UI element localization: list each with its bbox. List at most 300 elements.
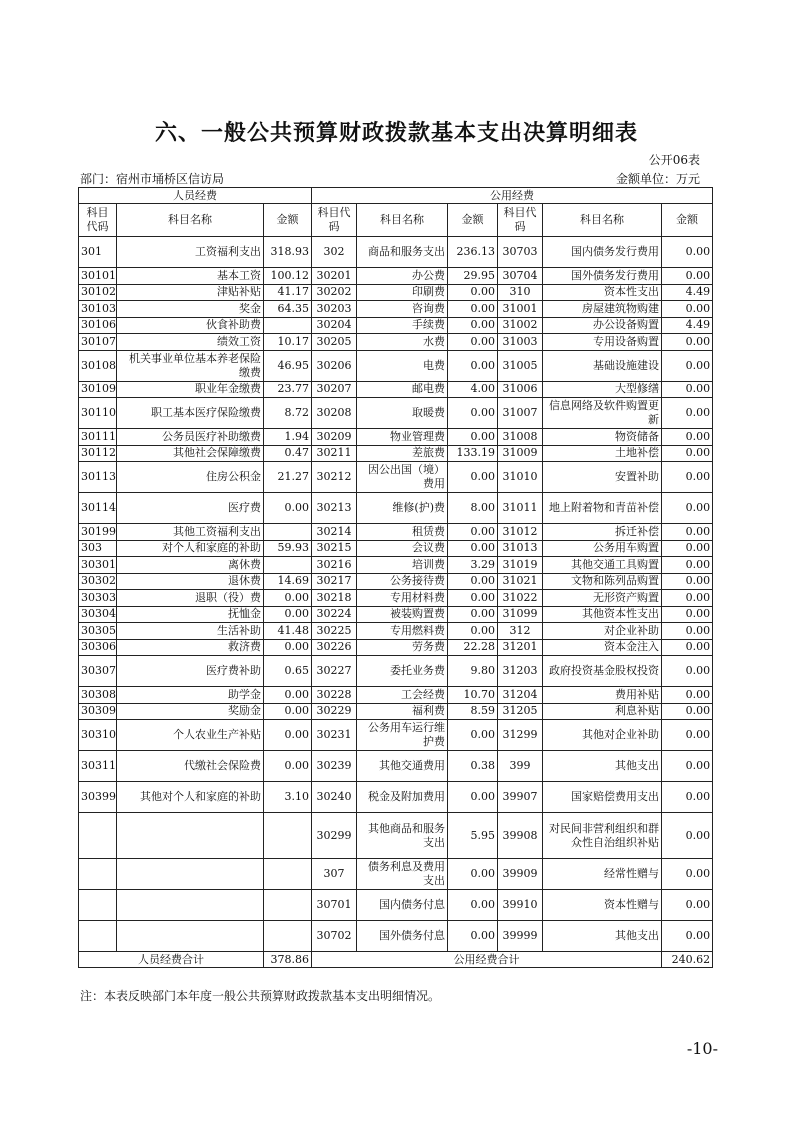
public-b-name-cell: 房屋建筑物购建	[543, 301, 662, 318]
public-b-code-cell: 31013	[498, 540, 543, 557]
public-a-code-cell: 30207	[312, 381, 357, 398]
public-a-amount-cell: 0.00	[448, 606, 498, 623]
public-a-name-cell: 印刷费	[357, 284, 448, 301]
personnel-total-label: 人员经费合计	[79, 952, 264, 968]
public-b-name-cell: 利息补贴	[543, 703, 662, 720]
personnel-name-cell: 机关事业单位基本养老保险缴费	[117, 350, 264, 381]
public-a-code-cell: 30240	[312, 782, 357, 813]
public-b-amount-cell: 0.00	[662, 381, 713, 398]
public-b-amount-cell: 0.00	[662, 524, 713, 541]
public-a-name-cell: 培训费	[357, 557, 448, 574]
public-a-name-cell: 会议费	[357, 540, 448, 557]
column-header: 金额	[662, 204, 713, 237]
public-a-amount-cell: 8.59	[448, 703, 498, 720]
public-a-code-cell: 30228	[312, 687, 357, 704]
page-title: 六、一般公共预算财政拨款基本支出决算明细表	[154, 120, 638, 146]
table-row	[79, 921, 713, 952]
personnel-amount-cell: 0.00	[264, 687, 312, 704]
public-a-name-cell: 福利费	[357, 703, 448, 720]
public-a-amount-cell: 8.00	[448, 493, 498, 524]
public-a-amount-cell: 0.00	[448, 782, 498, 813]
public-b-amount-cell: 0.00	[662, 720, 713, 751]
public-b-name-cell: 办公设备购置	[543, 317, 662, 334]
public-a-name-cell: 差旅费	[357, 445, 448, 462]
page-number: -10-	[686, 1039, 718, 1058]
personnel-name-cell: 津贴补贴	[117, 284, 264, 301]
public-b-name-cell: 资本性赠与	[543, 890, 662, 921]
public-b-amount-cell: 0.00	[662, 429, 713, 446]
personnel-code-cell: 30103	[79, 301, 117, 318]
personnel-amount-cell: 41.17	[264, 284, 312, 301]
public-a-name-cell: 办公费	[357, 268, 448, 285]
public-a-amount-cell: 0.00	[448, 317, 498, 334]
personnel-name-cell: 助学金	[117, 687, 264, 704]
public-a-code-cell: 30205	[312, 334, 357, 351]
public-a-code-cell: 30203	[312, 301, 357, 318]
public-total-label: 公用经费合计	[312, 952, 662, 968]
public-b-amount-cell: 4.49	[662, 317, 713, 334]
personnel-code-cell	[79, 859, 117, 890]
personnel-code-cell: 30305	[79, 623, 117, 640]
public-a-name-cell: 物业管理费	[357, 429, 448, 446]
public-b-name-cell: 国家赔偿费用支出	[543, 782, 662, 813]
public-b-amount-cell: 0.00	[662, 462, 713, 493]
public-b-name-cell: 对企业补助	[543, 623, 662, 640]
department-label: 部门：宿州市埇桥区信访局	[80, 172, 225, 186]
public-b-code-cell: 31203	[498, 656, 543, 687]
public-b-amount-cell: 0.00	[662, 890, 713, 921]
public-a-name-cell: 商品和服务支出	[357, 237, 448, 268]
public-a-amount-cell: 0.00	[448, 398, 498, 429]
table-row	[79, 268, 713, 285]
table-row	[79, 237, 713, 268]
public-b-amount-cell: 0.00	[662, 398, 713, 429]
public-a-code-cell: 30201	[312, 268, 357, 285]
table-row	[79, 540, 713, 557]
column-header: 科目代码	[79, 204, 117, 237]
personnel-amount-cell: 0.00	[264, 703, 312, 720]
public-b-name-cell: 安置补助	[543, 462, 662, 493]
public-b-amount-cell: 0.00	[662, 813, 713, 859]
public-a-amount-cell: 0.00	[448, 720, 498, 751]
unit-label: 金额单位：万元	[615, 172, 700, 186]
personnel-amount-cell: 14.69	[264, 573, 312, 590]
public-a-amount-cell: 0.38	[448, 751, 498, 782]
personnel-name-cell: 其他对个人和家庭的补助	[117, 782, 264, 813]
public-a-name-cell: 专用燃料费	[357, 623, 448, 640]
personnel-name-cell: 救济费	[117, 639, 264, 656]
personnel-name-cell: 离休费	[117, 557, 264, 574]
public-a-amount-cell: 3.29	[448, 557, 498, 574]
public-b-name-cell: 资本性支出	[543, 284, 662, 301]
public-b-amount-cell: 0.00	[662, 237, 713, 268]
personnel-name-cell: 医疗费补助	[117, 656, 264, 687]
public-a-amount-cell: 236.13	[448, 237, 498, 268]
public-a-code-cell: 30213	[312, 493, 357, 524]
public-b-name-cell: 政府投资基金股权投资	[543, 656, 662, 687]
column-header: 金额	[264, 204, 312, 237]
public-a-code-cell: 30212	[312, 462, 357, 493]
personnel-name-cell: 抚恤金	[117, 606, 264, 623]
public-b-name-cell: 对民间非营利组织和群众性自治组织补贴	[543, 813, 662, 859]
public-b-name-cell: 其他对企业补助	[543, 720, 662, 751]
personnel-code-cell: 30301	[79, 557, 117, 574]
personnel-code-cell: 30113	[79, 462, 117, 493]
personnel-name-cell: 绩效工资	[117, 334, 264, 351]
public-a-code-cell: 30239	[312, 751, 357, 782]
personnel-amount-cell: 0.00	[264, 751, 312, 782]
public-b-amount-cell: 0.00	[662, 573, 713, 590]
public-a-amount-cell: 29.95	[448, 268, 498, 285]
public-b-code-cell: 310	[498, 284, 543, 301]
column-header: 科目名称	[543, 204, 662, 237]
table-row	[79, 687, 713, 704]
table-row	[79, 493, 713, 524]
personnel-code-cell: 30107	[79, 334, 117, 351]
personnel-code-cell: 30111	[79, 429, 117, 446]
personnel-name-cell: 其他工资福利支出	[117, 524, 264, 541]
column-header: 科目名称	[357, 204, 448, 237]
table-row	[79, 301, 713, 318]
public-b-code-cell: 39910	[498, 890, 543, 921]
public-b-code-cell: 31201	[498, 639, 543, 656]
public-b-amount-cell: 0.00	[662, 751, 713, 782]
public-a-amount-cell: 0.00	[448, 590, 498, 607]
public-b-code-cell: 30703	[498, 237, 543, 268]
public-a-name-cell: 税金及附加费用	[357, 782, 448, 813]
public-b-amount-cell: 0.00	[662, 782, 713, 813]
public-a-code-cell: 30226	[312, 639, 357, 656]
personnel-amount-cell	[264, 557, 312, 574]
public-b-code-cell: 31099	[498, 606, 543, 623]
public-a-name-cell: 国内债务付息	[357, 890, 448, 921]
public-a-code-cell: 302	[312, 237, 357, 268]
public-b-code-cell: 31009	[498, 445, 543, 462]
public-a-code-cell: 30204	[312, 317, 357, 334]
personnel-total-amount: 378.86	[264, 952, 312, 968]
personnel-amount-cell	[264, 890, 312, 921]
public-b-code-cell: 31008	[498, 429, 543, 446]
public-b-amount-cell: 0.00	[662, 557, 713, 574]
public-a-amount-cell: 0.00	[448, 350, 498, 381]
public-b-code-cell: 31012	[498, 524, 543, 541]
personnel-amount-cell	[264, 859, 312, 890]
public-a-name-cell: 专用材料费	[357, 590, 448, 607]
public-a-code-cell: 30211	[312, 445, 357, 462]
table-row	[79, 859, 713, 890]
personnel-name-cell: 住房公积金	[117, 462, 264, 493]
public-b-code-cell: 31010	[498, 462, 543, 493]
public-a-name-cell: 租赁费	[357, 524, 448, 541]
public-a-code-cell: 30702	[312, 921, 357, 952]
personnel-name-cell: 对个人和家庭的补助	[117, 540, 264, 557]
public-a-amount-cell: 0.00	[448, 334, 498, 351]
personnel-name-cell: 伙食补助费	[117, 317, 264, 334]
public-a-amount-cell: 0.00	[448, 921, 498, 952]
public-b-code-cell: 31205	[498, 703, 543, 720]
personnel-amount-cell: 0.00	[264, 590, 312, 607]
public-b-name-cell: 其他交通工具购置	[543, 557, 662, 574]
personnel-code-cell: 30114	[79, 493, 117, 524]
personnel-name-cell: 生活补助	[117, 623, 264, 640]
public-a-name-cell: 邮电费	[357, 381, 448, 398]
public-b-amount-cell: 0.00	[662, 623, 713, 640]
table-row	[79, 813, 713, 859]
public-b-amount-cell: 0.00	[662, 639, 713, 656]
public-a-amount-cell: 22.28	[448, 639, 498, 656]
table-row	[79, 703, 713, 720]
personnel-name-cell: 公务员医疗补助缴费	[117, 429, 264, 446]
personnel-amount-cell: 0.47	[264, 445, 312, 462]
table-row	[79, 623, 713, 640]
public-a-code-cell: 30216	[312, 557, 357, 574]
public-a-amount-cell: 0.00	[448, 524, 498, 541]
public-b-amount-cell: 0.00	[662, 590, 713, 607]
public-a-code-cell: 30208	[312, 398, 357, 429]
public-b-amount-cell: 0.00	[662, 656, 713, 687]
table-row	[79, 284, 713, 301]
column-header: 科目代码	[498, 204, 543, 237]
public-a-amount-cell: 10.70	[448, 687, 498, 704]
personnel-code-cell: 30304	[79, 606, 117, 623]
public-b-amount-cell: 0.00	[662, 301, 713, 318]
public-a-code-cell: 30209	[312, 429, 357, 446]
personnel-code-cell: 30306	[79, 639, 117, 656]
public-b-code-cell: 31003	[498, 334, 543, 351]
personnel-amount-cell: 59.93	[264, 540, 312, 557]
personnel-amount-cell: 0.00	[264, 720, 312, 751]
personnel-code-cell: 30109	[79, 381, 117, 398]
personnel-code-cell: 30309	[79, 703, 117, 720]
personnel-name-cell: 医疗费	[117, 493, 264, 524]
public-a-code-cell: 30701	[312, 890, 357, 921]
personnel-name-cell: 其他社会保障缴费	[117, 445, 264, 462]
public-b-code-cell: 31022	[498, 590, 543, 607]
table-row	[79, 751, 713, 782]
table-row	[79, 334, 713, 351]
public-b-code-cell: 31007	[498, 398, 543, 429]
public-b-name-cell: 经常性赠与	[543, 859, 662, 890]
personnel-code-cell: 30199	[79, 524, 117, 541]
personnel-amount-cell: 100.12	[264, 268, 312, 285]
public-a-name-cell: 水费	[357, 334, 448, 351]
table-row	[79, 524, 713, 541]
personnel-code-cell: 301	[79, 237, 117, 268]
personnel-code-cell: 30108	[79, 350, 117, 381]
public-b-name-cell: 信息网络及软件购置更新	[543, 398, 662, 429]
personnel-amount-cell: 0.00	[264, 493, 312, 524]
personnel-amount-cell: 0.00	[264, 639, 312, 656]
personnel-code-cell: 30106	[79, 317, 117, 334]
public-a-code-cell: 30214	[312, 524, 357, 541]
public-b-amount-cell: 0.00	[662, 687, 713, 704]
personnel-name-cell: 奖励金	[117, 703, 264, 720]
public-a-amount-cell: 4.00	[448, 381, 498, 398]
public-a-code-cell: 30202	[312, 284, 357, 301]
public-b-code-cell: 39908	[498, 813, 543, 859]
public-b-name-cell: 费用补贴	[543, 687, 662, 704]
personnel-name-cell	[117, 813, 264, 859]
public-a-amount-cell: 5.95	[448, 813, 498, 859]
public-b-name-cell: 公务用车购置	[543, 540, 662, 557]
public-a-amount-cell: 0.00	[448, 284, 498, 301]
public-a-amount-cell: 0.00	[448, 540, 498, 557]
personnel-code-cell	[79, 921, 117, 952]
table-note: 注：本表反映部门本年度一般公共预算财政拨款基本支出明细情况。	[80, 989, 441, 1003]
public-b-name-cell: 地上附着物和青苗补偿	[543, 493, 662, 524]
public-b-name-cell: 拆迁补偿	[543, 524, 662, 541]
public-b-amount-cell: 4.49	[662, 284, 713, 301]
personnel-name-cell: 奖金	[117, 301, 264, 318]
personnel-name-cell: 基本工资	[117, 268, 264, 285]
table-row	[79, 720, 713, 751]
personnel-name-cell: 职工基本医疗保险缴费	[117, 398, 264, 429]
public-b-amount-cell: 0.00	[662, 703, 713, 720]
public-b-amount-cell: 0.00	[662, 921, 713, 952]
personnel-code-cell	[79, 890, 117, 921]
table-row	[79, 590, 713, 607]
public-b-name-cell: 资本金注入	[543, 639, 662, 656]
public-b-code-cell: 31005	[498, 350, 543, 381]
table-row	[79, 462, 713, 493]
personnel-name-cell	[117, 859, 264, 890]
public-a-amount-cell: 0.00	[448, 301, 498, 318]
public-b-name-cell: 国内债务发行费用	[543, 237, 662, 268]
personnel-code-cell: 30302	[79, 573, 117, 590]
personnel-name-cell	[117, 921, 264, 952]
public-b-code-cell: 31204	[498, 687, 543, 704]
public-a-code-cell: 30231	[312, 720, 357, 751]
public-a-name-cell: 国外债务付息	[357, 921, 448, 952]
public-a-amount-cell: 133.19	[448, 445, 498, 462]
table-row	[79, 639, 713, 656]
personnel-amount-cell: 1.94	[264, 429, 312, 446]
public-b-code-cell: 39999	[498, 921, 543, 952]
personnel-amount-cell	[264, 317, 312, 334]
public-b-amount-cell: 0.00	[662, 606, 713, 623]
public-b-code-cell: 31021	[498, 573, 543, 590]
public-a-code-cell: 30224	[312, 606, 357, 623]
public-b-code-cell: 30704	[498, 268, 543, 285]
personnel-amount-cell: 23.77	[264, 381, 312, 398]
personnel-name-cell: 退休费	[117, 573, 264, 590]
personnel-amount-cell	[264, 524, 312, 541]
table-row	[79, 573, 713, 590]
public-a-amount-cell: 0.00	[448, 890, 498, 921]
personnel-code-cell: 30399	[79, 782, 117, 813]
personnel-code-cell: 30311	[79, 751, 117, 782]
personnel-code-cell: 30110	[79, 398, 117, 429]
public-a-name-cell: 咨询费	[357, 301, 448, 318]
public-b-code-cell: 31001	[498, 301, 543, 318]
public-b-name-cell: 大型修缮	[543, 381, 662, 398]
public-b-name-cell: 国外债务发行费用	[543, 268, 662, 285]
personnel-amount-cell: 41.48	[264, 623, 312, 640]
public-a-amount-cell: 0.00	[448, 429, 498, 446]
personnel-name-cell: 工资福利支出	[117, 237, 264, 268]
public-b-code-cell: 31019	[498, 557, 543, 574]
personnel-name-cell: 职业年金缴费	[117, 381, 264, 398]
personnel-code-cell: 30101	[79, 268, 117, 285]
column-header: 科目名称	[117, 204, 264, 237]
column-header: 金额	[448, 204, 498, 237]
public-a-name-cell: 其他商品和服务支出	[357, 813, 448, 859]
public-a-name-cell: 电费	[357, 350, 448, 381]
public-total-amount: 240.62	[662, 952, 713, 968]
public-b-code-cell: 39909	[498, 859, 543, 890]
public-b-name-cell: 其他支出	[543, 751, 662, 782]
public-a-amount-cell: 0.00	[448, 573, 498, 590]
public-b-amount-cell: 0.00	[662, 493, 713, 524]
public-a-name-cell: 其他交通费用	[357, 751, 448, 782]
expenditure-table	[78, 187, 713, 968]
personnel-amount-cell: 0.65	[264, 656, 312, 687]
public-b-code-cell: 312	[498, 623, 543, 640]
public-b-name-cell: 其他支出	[543, 921, 662, 952]
personnel-amount-cell: 0.00	[264, 606, 312, 623]
public-a-name-cell: 劳务费	[357, 639, 448, 656]
public-b-amount-cell: 0.00	[662, 268, 713, 285]
table-row	[79, 350, 713, 381]
personnel-code-cell: 30310	[79, 720, 117, 751]
public-a-name-cell: 公务接待费	[357, 573, 448, 590]
personnel-amount-cell: 64.35	[264, 301, 312, 318]
personnel-name-cell: 代缴社会保险费	[117, 751, 264, 782]
personnel-amount-cell: 3.10	[264, 782, 312, 813]
personnel-amount-cell: 21.27	[264, 462, 312, 493]
personnel-amount-cell	[264, 921, 312, 952]
table-row	[79, 445, 713, 462]
personnel-code-cell: 30308	[79, 687, 117, 704]
public-b-code-cell: 399	[498, 751, 543, 782]
public-b-code-cell: 31006	[498, 381, 543, 398]
public-b-name-cell: 其他资本性支出	[543, 606, 662, 623]
public-b-name-cell: 文物和陈列品购置	[543, 573, 662, 590]
public-b-name-cell: 土地补偿	[543, 445, 662, 462]
public-a-code-cell: 30218	[312, 590, 357, 607]
table-row	[79, 381, 713, 398]
public-a-name-cell: 公务用车运行维护费	[357, 720, 448, 751]
public-a-code-cell: 30229	[312, 703, 357, 720]
public-b-code-cell: 31299	[498, 720, 543, 751]
table-row	[79, 890, 713, 921]
table-number: 公开06表	[648, 153, 700, 167]
table-row	[79, 656, 713, 687]
public-a-code-cell: 30225	[312, 623, 357, 640]
public-a-amount-cell: 0.00	[448, 859, 498, 890]
public-a-amount-cell: 0.00	[448, 462, 498, 493]
public-a-name-cell: 取暖费	[357, 398, 448, 429]
public-b-name-cell: 无形资产购置	[543, 590, 662, 607]
personnel-code-cell	[79, 813, 117, 859]
public-a-amount-cell: 9.80	[448, 656, 498, 687]
public-a-name-cell: 手续费	[357, 317, 448, 334]
public-b-amount-cell: 0.00	[662, 859, 713, 890]
column-header: 科目代码	[312, 204, 357, 237]
personnel-name-cell: 退职（役）费	[117, 590, 264, 607]
personnel-amount-cell: 318.93	[264, 237, 312, 268]
table-row	[79, 782, 713, 813]
public-b-code-cell: 31002	[498, 317, 543, 334]
table-row	[79, 557, 713, 574]
public-b-name-cell: 物资储备	[543, 429, 662, 446]
public-b-name-cell: 基础设施建设	[543, 350, 662, 381]
public-b-code-cell: 31011	[498, 493, 543, 524]
public-b-amount-cell: 0.00	[662, 350, 713, 381]
public-a-name-cell: 工会经费	[357, 687, 448, 704]
public-a-code-cell: 30206	[312, 350, 357, 381]
personnel-name-cell: 个人农业生产补贴	[117, 720, 264, 751]
